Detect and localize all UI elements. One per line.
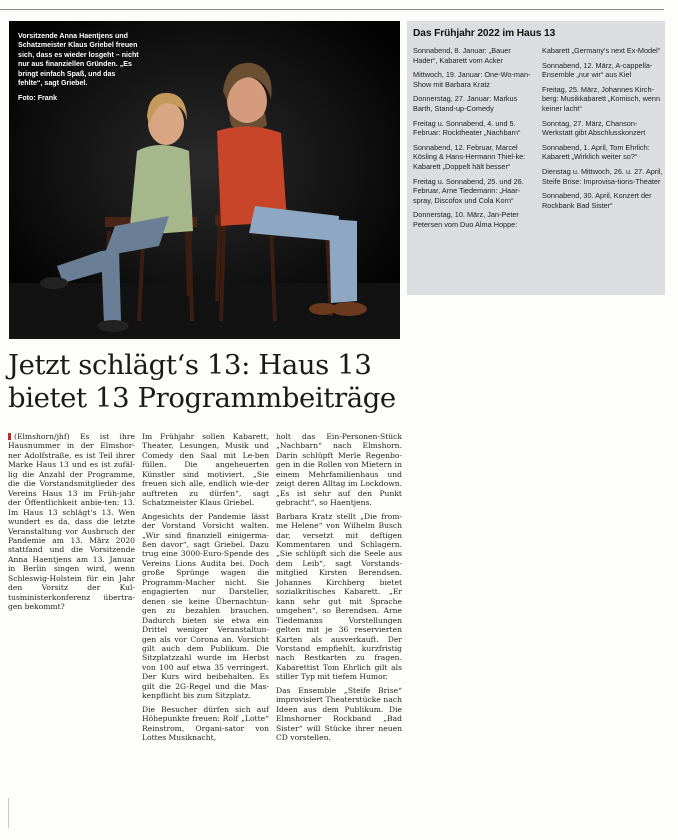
event-item: Sonnabend, 12. Februar, Marcel Kösling & Hans-Hermann Thiel-ke: Kabarett „Doppelt hält besser“ xyxy=(413,142,526,171)
event-column-right xyxy=(542,46,664,235)
paragraph xyxy=(8,432,135,612)
paragraph: Barbara Kratz stellt „Die from-me Helene“ von Wilhelm Busch dar, versetzt mit deftigen Kommentaren und Schlagern. „Sie schlüpft sich die Seele aus dem Leib“, sagt Vorstands-mitglied Kirsten Berendsen. Johannes Kirchberg bietet sozialkritisches Kabarett. „Er kann sehr gut mit Sprache umgehen“, so Berendsen. Arne Tiedemanns Vorstellungen gelten mit je 36 reservierten Karten als ausverkauft. Der Vorstand empfiehlt, kurzfristig nach Restkarten zu fragen. Kabarettist Tom Ehrlich gilt als stiller Typ mit tiefem Humor. xyxy=(276,511,402,682)
article-photo xyxy=(9,21,400,339)
event-item: Donnerstag, 27. Januar: Markus Barth, Stand-up-Comedy xyxy=(413,94,518,113)
paragraph: Die Besucher dürfen sich auf Höhepunkte freuen: Rolf „Lotte“ Reinstrom, Organi-sator von Lottes Musiknacht, xyxy=(142,704,269,743)
paragraph: Im Frühjahr sollen Kabarett, Theater, Lesungen, Musik und Comedy den Saal mit Le-ben füllen. Die angeheuerten Künstler sind motiviert. „Sie freuen sich alle, endlich wie-der auftreten zu dürfen“, sagt Schatzmeister Klaus Griebel. xyxy=(142,432,269,508)
event-item: Sonnabend, 1. April, Tom Ehrlich: Kabarett „Wirklich weiter so?“ xyxy=(542,142,650,162)
event-item: Mittwoch, 19. Januar: One-Wo-man-Show mit Barbara Kratz xyxy=(413,70,531,89)
event-sidebar xyxy=(407,21,665,295)
event-item: Kabarett „Germany's next Ex-Model“ xyxy=(542,46,661,55)
event-column-left xyxy=(413,46,535,235)
paragraph: Angesichts der Pandemie lässt der Vorstand Vorsicht walten. „Wir sind finanziell einigerma-ßen davor“, sagt Griebel. Dazu trug eine 3000-Euro-Spende des Vereins Lions Audita bei. Doch große Sprünge wagen die Programm-Macher nicht. Sie engagierten nur Darsteller, denen sie keine Übernachtun-gen zu bezahlen brauchen. Dadurch bieten sie etwa ein Drittel weniger Veranstaltun-gen als vor Corona an. Vorsicht gilt auch dem Publikum. Die Sitzplatzzahl wurde im Herbst von 100 auf etwa 35 verringert. Der Kurs wird beibehalten. Es gilt die 2G-Regel und die Mas-kenpflicht bis zum Sitzplatz. xyxy=(142,511,269,701)
photo-credit: Foto: Frank xyxy=(18,94,58,103)
event-item: Dienstag u. Mittwoch, 26. u. 27. April, Steife Brise: Improvisa-tions-Theater xyxy=(542,166,663,186)
section-marker xyxy=(8,433,11,440)
top-rule xyxy=(0,9,664,10)
event-item: Sonntag, 27. März, Chanson-Werkstatt gibt Abschlusskonzert xyxy=(542,118,646,138)
paragraph: holt das Ein-Personen-Stück „Nachbarn“ nach Elmshorn. Darin schlüpft Merle Regenbo-gen in die Rollen von Mietern in einem Mehrfamilienhaus und zeigt deren Alltag im Lockdown. „Es ist sehr auf den Punkt gebracht“, so Haentjens. xyxy=(276,432,402,508)
paragraph-text: (Elmshorn/jhf) Es ist ihre Hausnummer in der Elmshor-ner Adolfstraße, es ist Teil ihrer Marke Haus 13 und es ist zufäl-lig die Anzahl der Programme, die die Vorstandsmitglieder des Vereins Haus 13 im Früh-jahr der Öffentlichkeit anbie-ten: 13. Im Haus 13 schlägt‘s 13. Wen wundert es da, dass die letzte Veranstaltung vor Ausbruch der Pandemie am 13. März 2020 stattfand und die Vorsitzende Anna Haentjens am 13. Januar in Berlin singen wird, wenn Schleswig-Holstein für ein Jahr den Vorsitz der Kul-tusministerkonferenz übertra-gen bekommt? xyxy=(8,432,135,612)
event-item: Freitag u. Sonnabend, 4. und 5. Februar: Rocktheater „Nachbarn“ xyxy=(413,118,521,138)
column-rule xyxy=(8,798,9,828)
event-item: Sonnabend, 30. April, Konzert der Rockbank Bad Sister“ xyxy=(542,191,652,210)
caption-text: Vorsitzende Anna Haentjens und Schatzmeister Klaus Griebel freuen sich, dass es wieder losgeht – nicht nur aus finanziellen Gründen. „Es bringt einfach Spaß, und das fehlte“, sagt Griebel. xyxy=(18,32,139,88)
event-item: Freitag u. Sonnabend, 25. und 26. Februar, Arne Tiedemann: „Haar-spray, Discofox und Cola Korn“ xyxy=(413,176,524,205)
paragraph: Das Ensemble „Steife Brise“ improvisiert Theaterstücke nach Ideen aus dem Publikum. Die Elmshorner Rockband „Bad Sister“ will Stücke ihrer neuen CD vorstellen. xyxy=(276,685,402,743)
article-column-3 xyxy=(276,432,402,747)
event-item: Donnerstag, 10. März, Jan-Peter Petersen vom Duo Alma Hoppe: xyxy=(413,210,519,229)
article-column-2 xyxy=(142,432,269,747)
event-item: Freitag, 25. März, Johannes Kirch-berg: Musikkabarett „Komisch, wenn keiner lacht“ xyxy=(542,84,661,113)
event-item: Sonnabend, 8. Januar: „Bauer Hader“, Kabarett vom Acker xyxy=(413,46,511,65)
event-list xyxy=(413,46,663,235)
article-headline: Jetzt schlägt‘s 13: Haus 13 bietet 13 Programmbeiträge xyxy=(8,349,396,414)
article-column-1 xyxy=(8,432,135,616)
event-item: Sonnabend, 12. März, A-cappella-Ensemble „nur wir“ aus Kiel xyxy=(542,60,653,80)
photo-caption xyxy=(18,32,140,104)
sidebar-title: Das Frühjahr 2022 im Haus 13 xyxy=(413,28,556,39)
